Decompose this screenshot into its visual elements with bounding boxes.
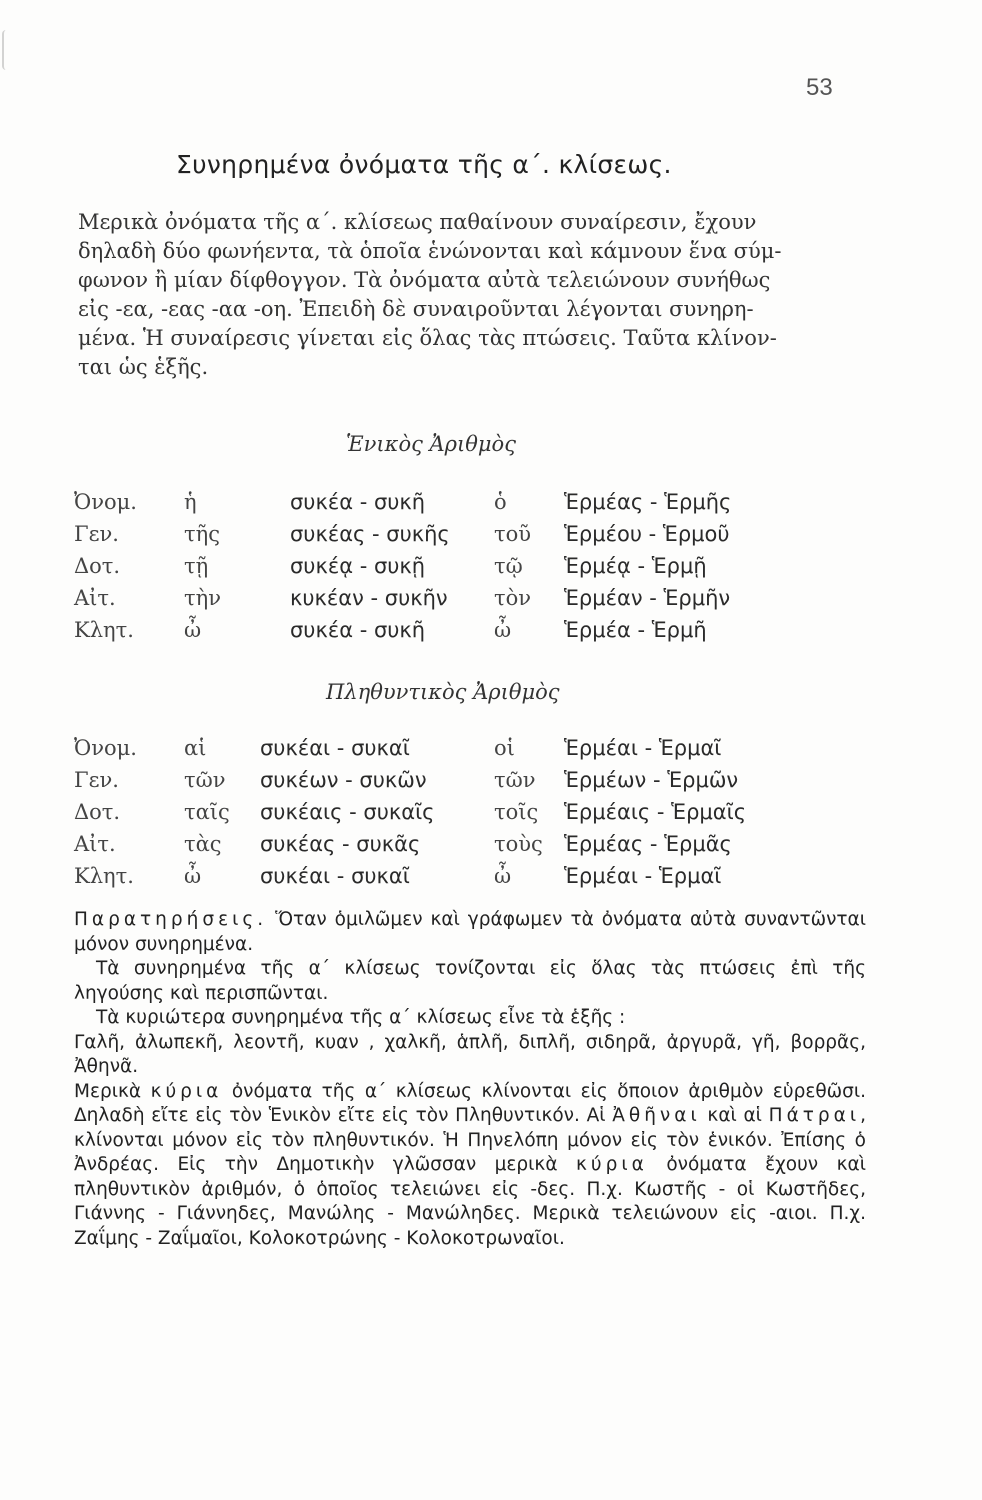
article-feminine: ἡ <box>184 490 197 514</box>
notes-text: ὀνόματα τῆς α΄ κλίσεως κλίνονται εἰς ὅποιον ἀριθμὸν εὑρεθῶσι. Δηλαδὴ εἴτε εἰς τὸν Ἑνικὸν εἴτε εἰς τὸν Πληθυντικόν. Αἱ <box>74 1080 866 1126</box>
article-feminine: ταῖς <box>184 800 230 824</box>
notes-section <box>74 908 866 1251</box>
table-row <box>74 768 814 800</box>
form-masculine: Ἑρμέαν - Ἑρμῆν <box>564 586 731 610</box>
case-label: Αἰτ. <box>74 832 116 856</box>
notes-text: καὶ αἱ <box>700 1105 769 1126</box>
form-masculine: Ἑρμέᾳ - Ἑρμῇ <box>564 554 707 578</box>
table-row <box>74 864 814 896</box>
form-masculine: Ἑρμέας - Ἑρμᾶς <box>564 832 732 856</box>
table-row <box>74 554 814 586</box>
case-label: Δοτ. <box>74 800 121 824</box>
page-title: Συνηρημένα ὀνόματα τῆς α΄. κλίσεως. <box>176 150 672 179</box>
article-masculine: ὁ <box>494 490 507 514</box>
article-masculine: τῷ <box>494 554 523 578</box>
form-masculine: Ἑρμέου - Ἑρμοῦ <box>564 522 730 546</box>
emphasized-word: Ἀθῆναι <box>612 1105 701 1126</box>
form-feminine: συκέας - συκῆς <box>290 522 450 546</box>
case-label: Κλητ. <box>74 864 134 888</box>
notes-text: , κλίνονται μόνον εἰς τὸν πληθυντικόν. Ἡ Πηνελόπη μόνον εἰς τὸν ἑνικόν. Ἐπίσης ὁ Ἀνδρέας. Εἰς τὴν Δημοτικὴν γλῶσσαν μερικὰ <box>74 1105 866 1175</box>
case-label: Δοτ. <box>74 554 121 578</box>
margin-mark <box>2 30 14 70</box>
notes-label: Παρατηρήσεις. <box>74 909 268 930</box>
emphasized-word: κύρια <box>576 1154 648 1175</box>
article-feminine: αἱ <box>184 736 207 760</box>
form-feminine: συκέᾳ - συκῇ <box>290 554 426 578</box>
form-feminine: συκέα - συκῆ <box>290 490 426 514</box>
notes-paragraph-noun-list: Γαλῆ, ἀλωπεκῆ, λεοντῆ, κυαν , χαλκῆ, ἁπλῆ, διπλῆ, σιδηρᾶ, ἀργυρᾶ, γῆ, βορρᾶς, Ἀθηνᾶ. <box>74 1031 866 1077</box>
article-feminine: τῶν <box>184 768 226 792</box>
table-row <box>74 618 814 650</box>
emphasized-word: κύρια <box>150 1080 223 1102</box>
article-masculine: οἱ <box>494 736 515 760</box>
case-label: Ὀνομ. <box>74 736 137 760</box>
article-masculine: τοῖς <box>494 800 539 824</box>
article-masculine: ὦ <box>494 618 512 642</box>
article-feminine: τῆς <box>184 522 220 546</box>
form-masculine: Ἑρμέων - Ἑρμῶν <box>564 768 739 792</box>
form-feminine: συκέαι - συκαῖ <box>260 736 410 760</box>
case-label: Ὀνομ. <box>74 490 137 514</box>
table-row <box>74 800 814 832</box>
emphasized-word: Πάτραι <box>768 1105 861 1126</box>
form-masculine: Ἑρμέαι - Ἑρμαῖ <box>564 736 722 760</box>
form-feminine: συκέα - συκῆ <box>290 618 426 642</box>
case-label: Κλητ. <box>74 618 134 642</box>
plural-declension-table <box>74 736 814 896</box>
article-feminine: τὰς <box>184 832 222 856</box>
notes-paragraph-proper-nouns <box>74 1080 866 1252</box>
intro-line: μένα. Ἡ συναίρεσις γίνεται εἰς ὅλας τὰς πτώσεις. Ταῦτα κλίνον- <box>78 326 777 350</box>
notes-paragraph-main-nouns: Τὰ κυριώτερα συνηρημένα τῆς α΄ κλίσεως εἶνε τὰ ἑξῆς : <box>96 1007 626 1028</box>
article-masculine: τοῦ <box>494 522 532 546</box>
form-masculine: Ἑρμέαι - Ἑρμαῖ <box>564 864 722 888</box>
article-feminine: ὦ <box>184 864 202 888</box>
notes-text: Μερικὰ <box>74 1080 151 1102</box>
table-row <box>74 736 814 768</box>
page-number: 53 <box>806 74 833 101</box>
article-masculine: ὦ <box>494 864 512 888</box>
form-masculine: Ἑρμέας - Ἑρμῆς <box>564 490 732 514</box>
table-row <box>74 586 814 618</box>
article-masculine: τῶν <box>494 768 536 792</box>
case-label: Γεν. <box>74 768 119 792</box>
article-feminine: τῇ <box>184 554 209 578</box>
article-masculine: τοὺς <box>494 832 543 856</box>
intro-line: Μερικὰ ὀνόματα τῆς α΄. κλίσεως παθαίνουν συναίρεσιν, ἔχουν <box>78 210 757 234</box>
singular-heading: Ἑνικὸς Ἀριθμὸς <box>346 432 516 456</box>
table-row <box>74 832 814 864</box>
intro-paragraph <box>78 208 870 382</box>
plural-heading: Πληθυντικὸς Ἀριθμὸς <box>326 680 560 704</box>
table-row <box>74 490 814 522</box>
form-feminine: συκέων - συκῶν <box>260 768 427 792</box>
notes-paragraph-observations <box>74 908 866 957</box>
case-label: Γεν. <box>74 522 119 546</box>
form-feminine: συκέαις - συκαῖς <box>260 800 435 824</box>
form-feminine: συκέας - συκᾶς <box>260 832 421 856</box>
intro-line: φωνον ἢ μίαν δίφθογγον. Τὰ ὀνόματα αὐτὰ τελειώνουν συνήθως <box>78 268 771 292</box>
article-feminine: ὦ <box>184 618 202 642</box>
intro-line: εἰς -εα, -εας -αα -οη. Ἐπειδὴ δὲ συναιροῦνται λέγονται συνηρη- <box>78 297 754 321</box>
table-row <box>74 522 814 554</box>
article-masculine: τὸν <box>494 586 532 610</box>
form-feminine: συκέαι - συκαῖ <box>260 864 410 888</box>
notes-text: ὀνόματα ἔχουν καὶ πληθυντικὸν ἀριθμόν, ὁ ὁποῖος τελειώνει εἰς -δες. Π.χ. Κωστῆς - οἱ Κωστῆδες, Γιάννης - Γιάννηδες, Μανώλης - Μανώληδες. Μερικὰ τελειώνουν εἰς -αιοι. Π.χ. Ζαΐμης - Ζαΐμαῖοι, Κολοκοτρώνης - Κολοκοτρωναῖοι. <box>74 1154 866 1249</box>
notes-text: Ὅταν ὁμιλῶμεν καὶ γράφωμεν τὰ ὀνόματα αὐτὰ συναντῶνται μόνον συνηρημένα. <box>74 909 866 955</box>
article-feminine: τὴν <box>184 586 221 610</box>
case-label: Αἰτ. <box>74 586 116 610</box>
singular-declension-table <box>74 490 814 650</box>
form-masculine: Ἑρμέαις - Ἑρμαῖς <box>564 800 747 824</box>
intro-line: ται ὡς ἑξῆς. <box>78 355 209 379</box>
intro-line: δηλαδὴ δύο φωνήεντα, τὰ ὁποῖα ἑνώνονται καὶ κάμνουν ἕνα σύμ- <box>78 239 782 263</box>
form-feminine: κυκέαν - συκῆν <box>290 586 448 610</box>
form-masculine: Ἑρμέα - Ἑρμῆ <box>564 618 707 642</box>
notes-paragraph-accent: Τὰ συνηρημένα τῆς α΄ κλίσεως τονίζονται εἰς ὅλας τὰς πτώσεις ἐπὶ τῆς ληγούσης καὶ περισπῶνται. <box>74 958 866 1004</box>
